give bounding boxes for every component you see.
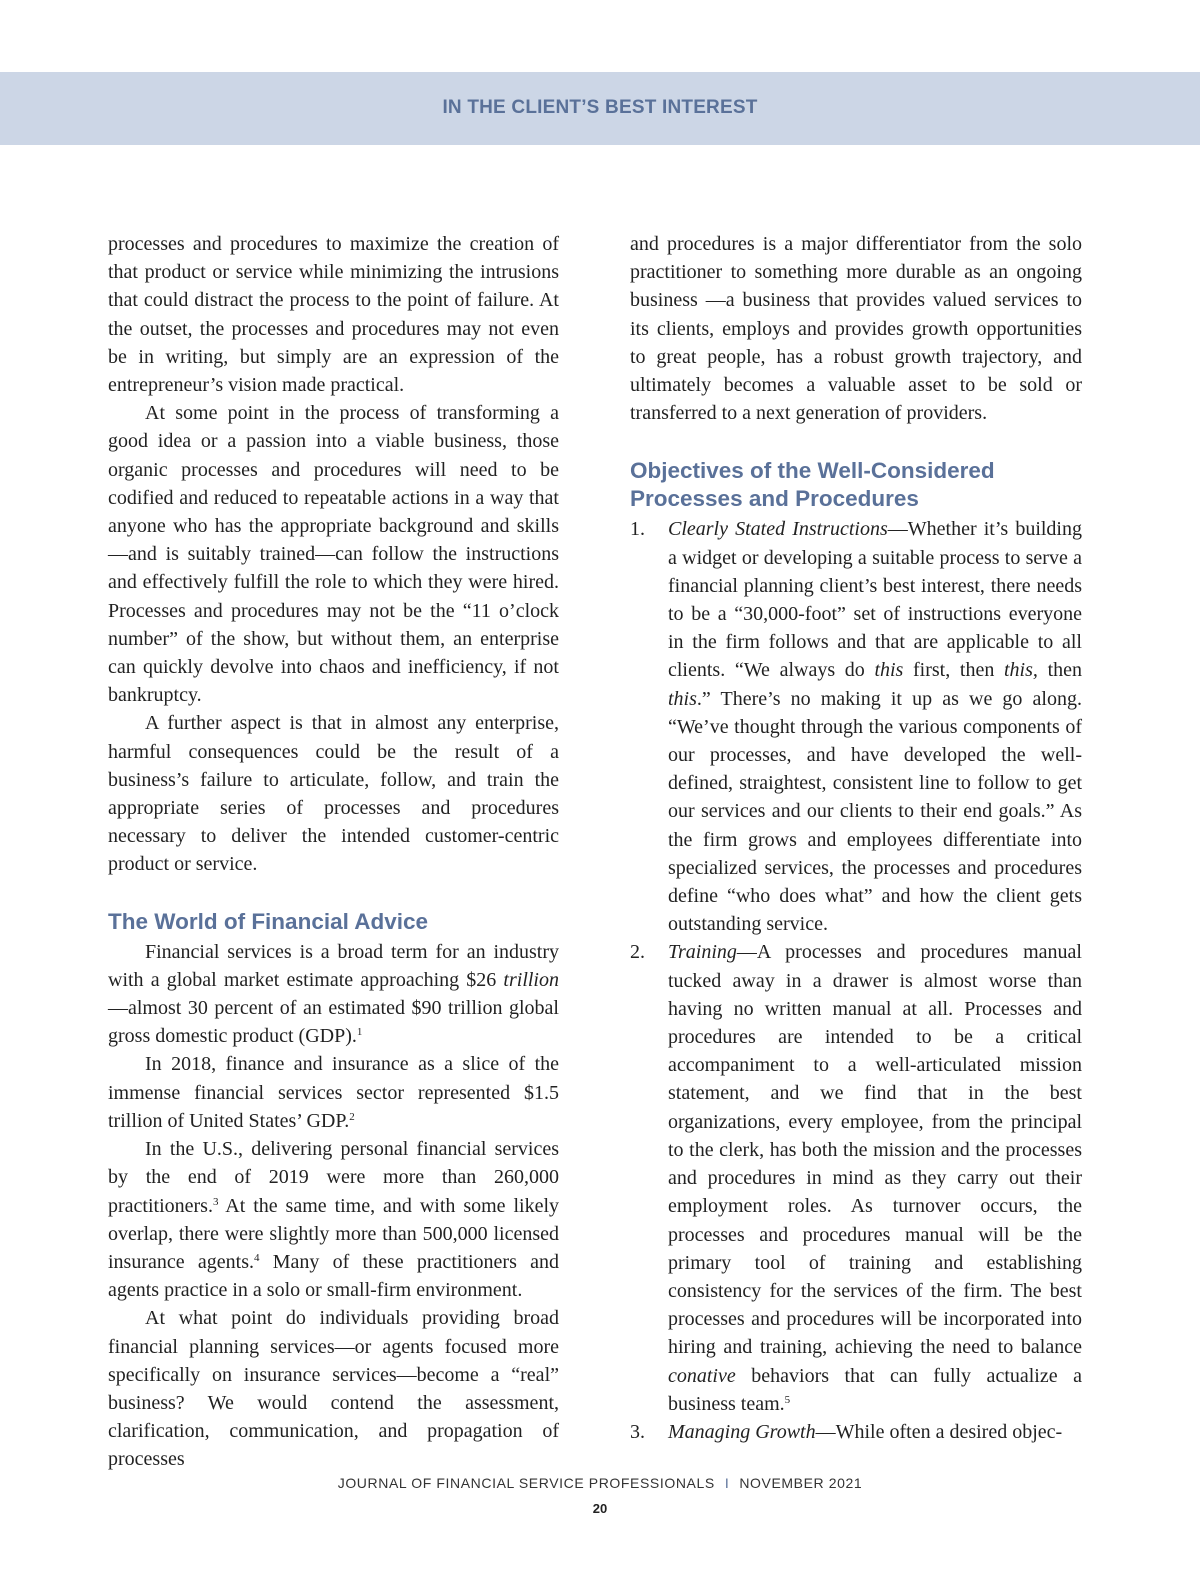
running-header-title: IN THE CLIENT’S BEST INTEREST — [442, 97, 758, 118]
paragraph: processes and procedures to maximize the creation of that product or service while minimizing the intrusions that could distract the process to the point of failure. At the outset, the processes and procedures may not even be in writing, but simply are an expression of the entrepreneur’s vision made practical. — [108, 233, 559, 397]
objectives-list — [630, 515, 1082, 1446]
footnote-marker: 5 — [784, 1393, 791, 1406]
paragraph: At some point in the process of transforming a good idea or a passion into a viable business, those organic processes and procedures will need to be codified and reduced to repeatable actions in a way that anyone who has the appropriate background and skills—and is suitably trained—can follow the instructions and effectively fulfill the role to which they were hired. Processes and procedures may not be the “11 o’clock number” of the show, but without them, an enterprise can quickly devolve into chaos and inefficiency, if not bankruptcy. — [108, 402, 559, 707]
paragraph: Financial services is a broad term for an industry with a global market estimate approaching $26 trillion—almost 30 percent of an estimated $90 trillion global gross domestic product (GDP).$^1$ — [108, 940, 559, 1048]
footnote-marker: 2 — [349, 1110, 355, 1123]
list-item: 3. Managing Growth—While often a desired objec- — [630, 1418, 1082, 1446]
list-number: 3. — [630, 1420, 645, 1443]
section-heading-world-of-financial-advice: The World of Financial Advice — [108, 908, 429, 934]
paragraph: A further aspect is that in almost any enterprise, harmful consequences could be the result of a business’s failure to articulate, follow, and train the appropriate series of processes and procedures necessary to deliver the intended customer-centric product or service. — [108, 712, 559, 876]
list-item: 1. Clearly Stated Instructions—Whether it’s building a widget or developing a suitable process to serve a financial planning client’s best interest, there needs to be a “30,000-foot” set of instructions everyone in the firm follows and that are applicable to all clients. “We always do this first, then this, then this.” There’s no making it up as we go along. “We’ve thought through the various components of our processes, and have developed the well-defined, straightest, consistent line to follow to get our services and our clients to their end goals.” As the firm grows and employees differentiate into specialized services, the processes and procedures define “who does what” and how the client gets outstanding service. — [630, 515, 1082, 938]
footnote-marker: 1 — [356, 1026, 363, 1039]
page-number: 20 — [592, 1501, 608, 1516]
journal-name: JOURNAL OF FINANCIAL SERVICE PROFESSIONALS — [337, 1475, 715, 1491]
list-number: 2. — [630, 941, 645, 964]
footnote-marker: 4 — [253, 1251, 260, 1264]
list-number: 1. — [630, 518, 645, 541]
list-item: 2. Training—A processes and procedures manual tucked away in a drawer is almost worse than having no written manual at all. Processes and procedures are intended to be a critical accompaniment to a well-articulated mission statement, and we find that in the best organizations, every employee, from the principal to the clerk, has both the mission and the processes and procedures in mind as they carry out their employment roles. As turnover occurs, the processes and procedures manual will be the primary tool of training and establishing consistency for the services of the firm. The best processes and procedures will be incorporated into hiring and training, achieving the need to balance conative behaviors that can fully actualize a business team.$^5$ — [630, 938, 1082, 1417]
footnote-marker: 3 — [212, 1195, 219, 1208]
issue-date: NOVEMBER 2021 — [739, 1475, 863, 1491]
paragraph: and procedures is a major differentiator from the solo practitioner to something more durable as an ongoing business —a business that provides valued services to its clients, employs and provides growth opportunities to great people, has a robust growth trajectory, and ultimately becomes a valuable asset to be sold or transferred to a next generation of providers. — [630, 233, 1082, 425]
paragraph: At what point do individuals providing broad financial planning services—or agents focused more specifically on insurance services—become a “real” business? We would contend the assessment, clarification, communication, and propagation of processes — [108, 1307, 559, 1471]
left-column — [108, 230, 559, 1474]
footer-journal-line — [0, 1475, 1200, 1491]
right-column — [630, 230, 1082, 1446]
paragraph: In 2018, finance and insurance as a slice of the immense financial services sector represented $1.5 trillion of United States’ GDP.$^2$ — [108, 1053, 559, 1132]
paragraph: In the U.S., delivering personal financial services by the end of 2019 were more than 260,000 practitioners.$^3$ At the same time, and with some likely overlap, there were slightly more than 500,000 licensed insurance agents.$^4$ Many of these practitioners and agents practice in a solo or small-firm environment. — [108, 1138, 559, 1302]
section-heading-objectives: Objectives of the Well-Considered Processes and Procedures — [630, 458, 995, 512]
footer-separator: I — [724, 1475, 730, 1491]
